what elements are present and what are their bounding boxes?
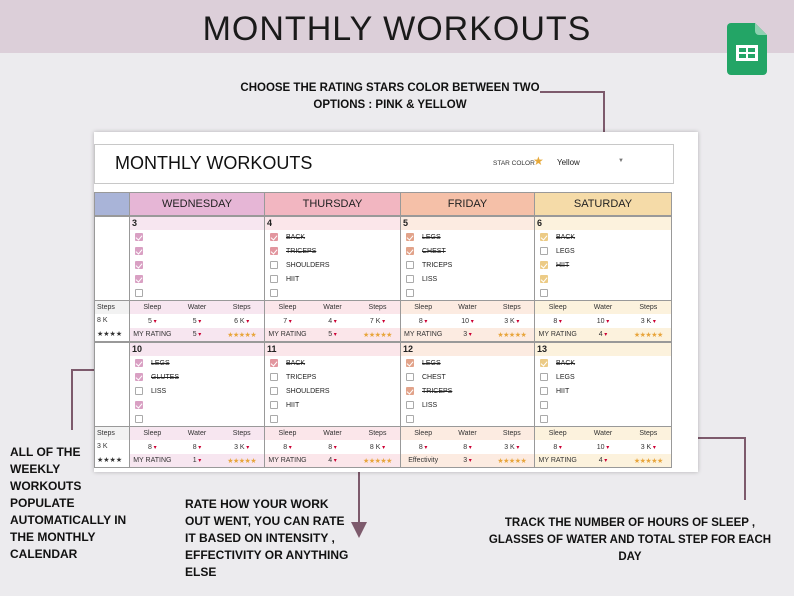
chevron-down-icon[interactable]: ▼: [618, 158, 624, 164]
rating-row: [94, 328, 672, 342]
day-number-cell: [130, 342, 265, 356]
sleep-label: Sleep: [278, 304, 297, 311]
sleep-label: Sleep: [278, 430, 297, 437]
rating-select[interactable]: 5 ▾: [310, 331, 355, 338]
sleep-label: Sleep: [143, 430, 162, 437]
star-color-label: STAR COLOR: [493, 160, 535, 167]
note-track-sleep: TRACK THE NUMBER OF HOURS OF SLEEP , GLASSES OF WATER AND TOTAL STEP FOR EACH DAY: [488, 517, 772, 563]
row-label-cell: [94, 356, 130, 370]
rating-stars: ★★★★★: [633, 457, 663, 465]
task-checkbox[interactable]: [406, 415, 414, 423]
calendar-grid: [94, 192, 672, 468]
water-label: Water: [458, 430, 477, 437]
tracker-value-row: [94, 314, 672, 328]
day-number-row: [94, 342, 672, 356]
sleep-label: Sleep: [414, 304, 433, 311]
task-label: HIIT: [556, 261, 570, 269]
task-label: LEGS: [422, 233, 441, 241]
task-row: [94, 244, 672, 258]
day-number: 6: [537, 218, 543, 228]
tracker-values: [265, 314, 401, 328]
steps-label: Steps: [94, 300, 130, 314]
task-checkbox[interactable]: [270, 289, 278, 297]
task-checkbox[interactable]: [540, 261, 548, 269]
rating-select[interactable]: 5 ▾: [175, 331, 220, 338]
row-label-cell: [94, 286, 130, 300]
rating-stars: ★★★★★: [633, 331, 663, 339]
row-label-cell: [94, 398, 130, 412]
task-checkbox[interactable]: [406, 373, 414, 381]
rating-stars: ★★★★★: [227, 457, 257, 465]
task-item[interactable]: [401, 412, 535, 426]
prev-steps-value[interactable]: 3 K: [94, 440, 130, 454]
task-checkbox[interactable]: [270, 275, 278, 283]
task-label: HIIT: [286, 275, 300, 283]
task-checkbox[interactable]: [540, 275, 548, 283]
rating-select[interactable]: 3 ▾: [445, 457, 489, 464]
rating-label: MY RATING: [268, 457, 307, 464]
banner-title: MONTHLY WORKOUTS: [202, 10, 592, 48]
task-checkbox[interactable]: [270, 401, 278, 409]
week-block: [94, 342, 672, 468]
rating-cell: [401, 328, 535, 342]
task-label: BACK: [556, 359, 576, 367]
row-label-cell: [94, 230, 130, 244]
task-label: TRICEPS: [422, 261, 453, 269]
sleep-label: Sleep: [414, 430, 433, 437]
task-item[interactable]: [130, 272, 265, 286]
week-block: [94, 216, 672, 342]
task-label: TRICEPS: [422, 387, 453, 395]
water-select[interactable]: 8 ▾: [445, 444, 489, 451]
tracker-labels: [401, 300, 535, 314]
steps-label: Steps: [232, 304, 251, 311]
day-number-cell: [401, 342, 535, 356]
task-item[interactable]: [535, 258, 672, 272]
steps-label: Steps: [94, 426, 130, 440]
day-number: 3: [132, 218, 138, 228]
tracker-values: [401, 440, 535, 454]
prev-rating-stars: ★★★★: [94, 454, 130, 468]
tracker-values: [130, 314, 265, 328]
water-select[interactable]: 8 ▾: [175, 444, 220, 451]
tracker-labels: [265, 426, 401, 440]
day-header-friday: FRIDAY: [401, 192, 535, 216]
task-item[interactable]: [401, 272, 535, 286]
sleep-select[interactable]: 5 ▾: [130, 318, 175, 325]
sleep-select[interactable]: 8 ▾: [535, 444, 580, 451]
day-number-row: [94, 216, 672, 230]
task-label: LISS: [422, 275, 438, 283]
water-select[interactable]: 5 ▾: [175, 318, 220, 325]
tracker-label-row: [94, 426, 672, 440]
task-item[interactable]: [401, 258, 535, 272]
task-item[interactable]: [130, 412, 265, 426]
task-item[interactable]: [130, 258, 265, 272]
water-select[interactable]: 10 ▾: [580, 318, 625, 325]
steps-select[interactable]: 6 K ▾: [219, 318, 264, 325]
sleep-select[interactable]: 8 ▾: [401, 444, 445, 451]
tracker-labels: [130, 426, 265, 440]
day-header-blank: [94, 192, 130, 216]
task-label: TRICEPS: [286, 373, 317, 381]
spreadsheet: [94, 132, 698, 472]
task-checkbox[interactable]: [135, 401, 143, 409]
rating-cell: [401, 454, 535, 468]
row-label-cell: [94, 272, 130, 286]
task-label: LEGS: [556, 247, 575, 255]
task-row: [94, 258, 672, 272]
task-checkbox[interactable]: [406, 289, 414, 297]
rating-select[interactable]: 1 ▾: [175, 457, 220, 464]
task-checkbox[interactable]: [540, 415, 548, 423]
sleep-select[interactable]: 8 ▾: [401, 318, 445, 325]
steps-label: Steps: [368, 430, 387, 437]
task-row: [94, 286, 672, 300]
row-label-cell: [94, 384, 130, 398]
steps-label: Steps: [639, 304, 658, 311]
steps-select[interactable]: 3 K ▾: [219, 444, 264, 451]
task-label: GLUTES: [151, 373, 180, 381]
sheet-titlebar: [94, 144, 674, 184]
task-label: BACK: [286, 359, 306, 367]
water-label: Water: [593, 304, 613, 311]
tracker-labels: [130, 300, 265, 314]
task-item[interactable]: [265, 412, 401, 426]
day-number: 10: [132, 344, 143, 354]
rating-stars: ★★★★★: [363, 331, 392, 339]
task-label: TRICEPS: [286, 247, 317, 255]
row-label-cell: [94, 370, 130, 384]
water-select[interactable]: 8 ▾: [310, 444, 355, 451]
tracker-labels: [401, 426, 535, 440]
rating-select[interactable]: 4 ▾: [310, 457, 355, 464]
task-item[interactable]: [401, 356, 535, 370]
task-checkbox[interactable]: [135, 359, 143, 367]
steps-select[interactable]: 8 K ▾: [355, 444, 400, 451]
water-label: Water: [458, 304, 477, 311]
task-item[interactable]: [535, 384, 672, 398]
task-checkbox[interactable]: [135, 275, 143, 283]
task-label: SHOULDERS: [286, 261, 330, 269]
rating-cell: [265, 454, 401, 468]
task-item[interactable]: [401, 370, 535, 384]
rating-label: MY RATING: [404, 331, 443, 338]
task-checkbox[interactable]: [270, 261, 278, 269]
steps-label: Steps: [639, 430, 658, 437]
task-item[interactable]: [130, 230, 265, 244]
tracker-values: [535, 314, 672, 328]
task-checkbox[interactable]: [135, 247, 143, 255]
day-number: 4: [267, 218, 273, 228]
task-item[interactable]: [401, 244, 535, 258]
row-label-cell: [94, 342, 130, 356]
rating-cell: [535, 328, 672, 342]
task-item[interactable]: [130, 384, 265, 398]
task-label: LISS: [151, 387, 167, 395]
rating-label: Effectivity: [408, 457, 439, 464]
task-label: CHEST: [422, 247, 446, 255]
task-item[interactable]: [130, 356, 265, 370]
tracker-values: [401, 314, 535, 328]
task-item[interactable]: [535, 356, 672, 370]
day-number-cell: [265, 216, 401, 230]
task-checkbox[interactable]: [406, 387, 414, 395]
water-label: Water: [187, 304, 207, 311]
rating-stars: ★★★★★: [227, 331, 257, 339]
task-checkbox[interactable]: [406, 275, 414, 283]
day-header-saturday: SATURDAY: [535, 192, 672, 216]
task-label: CHEST: [422, 373, 446, 381]
steps-select[interactable]: 7 K ▾: [355, 318, 400, 325]
task-label: LISS: [422, 401, 438, 409]
water-select[interactable]: 10 ▾: [580, 444, 625, 451]
task-item[interactable]: [265, 398, 401, 412]
task-label: HIIT: [286, 401, 300, 409]
rating-label: MY RATING: [133, 457, 172, 464]
day-number-cell: [130, 216, 265, 230]
task-item[interactable]: [535, 286, 672, 300]
day-number-cell: [401, 216, 535, 230]
star-color-select[interactable]: Yellow: [557, 158, 580, 167]
task-row: [94, 272, 672, 286]
rating-stars: ★★★★★: [497, 331, 527, 339]
task-item[interactable]: [401, 398, 535, 412]
task-checkbox[interactable]: [540, 387, 548, 395]
day-number: 11: [267, 344, 277, 354]
day-number: 5: [403, 218, 409, 228]
task-checkbox[interactable]: [540, 373, 548, 381]
day-number: 12: [403, 344, 414, 354]
task-checkbox[interactable]: [135, 261, 143, 269]
star-icon: ★: [533, 154, 544, 168]
task-item[interactable]: [265, 244, 401, 258]
tracker-value-row: [94, 440, 672, 454]
prev-steps-value[interactable]: 8 K: [94, 314, 130, 328]
water-label: Water: [593, 430, 613, 437]
task-label: LEGS: [556, 373, 575, 381]
rating-select[interactable]: 4 ▾: [580, 331, 625, 338]
task-checkbox[interactable]: [540, 359, 548, 367]
day-header-row: [94, 192, 672, 216]
tracker-values: [535, 440, 672, 454]
rating-label: MY RATING: [538, 331, 577, 338]
sleep-select[interactable]: 8 ▾: [535, 318, 580, 325]
steps-label: Steps: [502, 430, 521, 437]
sleep-select[interactable]: 8 ▾: [130, 444, 175, 451]
task-checkbox[interactable]: [135, 415, 143, 423]
task-item[interactable]: [265, 230, 401, 244]
row-label-cell: [94, 216, 130, 230]
row-label-cell: [94, 412, 130, 426]
task-checkbox[interactable]: [406, 247, 414, 255]
tracker-values: [265, 440, 401, 454]
task-item[interactable]: [535, 398, 672, 412]
task-checkbox[interactable]: [135, 387, 143, 395]
note-rate-workout: RATE HOW YOUR WORK OUT WENT, YOU CAN RATE IT BASED ON INTENSITY , EFFECTIVITY OR ANYTHING ELSE: [185, 497, 349, 579]
task-checkbox[interactable]: [540, 401, 548, 409]
task-checkbox[interactable]: [406, 359, 414, 367]
task-checkbox[interactable]: [135, 289, 143, 297]
steps-label: Steps: [502, 304, 521, 311]
task-checkbox[interactable]: [270, 387, 278, 395]
day-header-wednesday: WEDNESDAY: [130, 192, 265, 216]
row-label-cell: [94, 244, 130, 258]
tracker-labels: [535, 426, 672, 440]
water-select[interactable]: 10 ▾: [445, 318, 489, 325]
task-checkbox[interactable]: [135, 373, 143, 381]
task-item[interactable]: [130, 286, 265, 300]
task-item[interactable]: [535, 412, 672, 426]
day-number-cell: [265, 342, 401, 356]
rating-cell: [265, 328, 401, 342]
task-item[interactable]: [401, 286, 535, 300]
steps-select[interactable]: 3 K ▾: [626, 318, 671, 325]
tracker-values: [130, 440, 265, 454]
task-item[interactable]: [265, 356, 401, 370]
day-header-thursday: THURSDAY: [265, 192, 401, 216]
task-label: HIIT: [556, 387, 570, 395]
steps-label: Steps: [232, 430, 251, 437]
task-checkbox[interactable]: [270, 359, 278, 367]
task-row: [94, 356, 672, 370]
day-number-cell: [535, 216, 672, 230]
task-row: [94, 384, 672, 398]
sleep-select[interactable]: 7 ▾: [265, 318, 310, 325]
rating-label: MY RATING: [133, 331, 172, 338]
task-item[interactable]: [265, 258, 401, 272]
task-item[interactable]: [265, 272, 401, 286]
tracker-labels: [265, 300, 401, 314]
task-checkbox[interactable]: [406, 261, 414, 269]
task-item[interactable]: [265, 286, 401, 300]
task-checkbox[interactable]: [406, 401, 414, 409]
day-number: 13: [537, 344, 548, 354]
task-checkbox[interactable]: [406, 233, 414, 241]
task-row: [94, 412, 672, 426]
sleep-select[interactable]: 8 ▾: [265, 444, 310, 451]
task-checkbox[interactable]: [540, 233, 548, 241]
task-checkbox[interactable]: [270, 415, 278, 423]
task-checkbox[interactable]: [540, 289, 548, 297]
task-item[interactable]: [265, 384, 401, 398]
task-item[interactable]: [401, 230, 535, 244]
tracker-labels: [535, 300, 672, 314]
task-checkbox[interactable]: [270, 233, 278, 241]
rating-label: MY RATING: [538, 457, 577, 464]
steps-select[interactable]: 3 K ▾: [490, 318, 534, 325]
rating-stars: ★★★★★: [363, 457, 392, 465]
steps-label: Steps: [368, 304, 387, 311]
steps-select[interactable]: 3 K ▾: [626, 444, 671, 451]
rating-cell: [130, 454, 265, 468]
task-row: [94, 230, 672, 244]
task-item[interactable]: [265, 370, 401, 384]
task-label: BACK: [556, 233, 576, 241]
task-row: [94, 370, 672, 384]
task-item[interactable]: [535, 272, 672, 286]
sleep-label: Sleep: [548, 304, 567, 311]
task-checkbox[interactable]: [270, 373, 278, 381]
rating-label: MY RATING: [268, 331, 307, 338]
task-label: SHOULDERS: [286, 387, 330, 395]
row-label-cell: [94, 258, 130, 272]
task-checkbox[interactable]: [135, 233, 143, 241]
sheet-title: MONTHLY WORKOUTS: [115, 153, 313, 173]
water-label: Water: [187, 430, 207, 437]
task-label: LEGS: [422, 359, 441, 367]
task-item[interactable]: [401, 384, 535, 398]
task-item[interactable]: [130, 398, 265, 412]
note-star-color: CHOOSE THE RATING STARS COLOR BETWEEN TWO OPTIONS : PINK & YELLOW: [240, 82, 540, 111]
task-item[interactable]: [535, 230, 672, 244]
tracker-label-row: [94, 300, 672, 314]
task-row: [94, 398, 672, 412]
sleep-label: Sleep: [143, 304, 162, 311]
water-label: Water: [323, 304, 342, 311]
rating-row: [94, 454, 672, 468]
sleep-label: Sleep: [548, 430, 567, 437]
rating-cell: [535, 454, 672, 468]
rating-stars: ★★★★★: [497, 457, 527, 465]
task-item[interactable]: [130, 370, 265, 384]
rating-select[interactable]: 3 ▾: [445, 331, 489, 338]
water-label: Water: [323, 430, 342, 437]
task-checkbox[interactable]: [540, 247, 548, 255]
prev-rating-stars: ★★★★: [94, 328, 130, 342]
water-select[interactable]: 4 ▾: [310, 318, 355, 325]
task-label: LEGS: [151, 359, 170, 367]
rating-select[interactable]: 4 ▾: [580, 457, 625, 464]
day-number-cell: [535, 342, 672, 356]
steps-select[interactable]: 3 K ▾: [490, 444, 534, 451]
task-item[interactable]: [130, 244, 265, 258]
note-weekly-populate: ALL OF THE WEEKLY WORKOUTS POPULATE AUTOMATICALLY IN THE MONTHLY CALENDAR: [10, 445, 127, 561]
task-checkbox[interactable]: [270, 247, 278, 255]
task-item[interactable]: [535, 244, 672, 258]
task-item[interactable]: [535, 370, 672, 384]
rating-cell: [130, 328, 265, 342]
task-label: BACK: [286, 233, 306, 241]
